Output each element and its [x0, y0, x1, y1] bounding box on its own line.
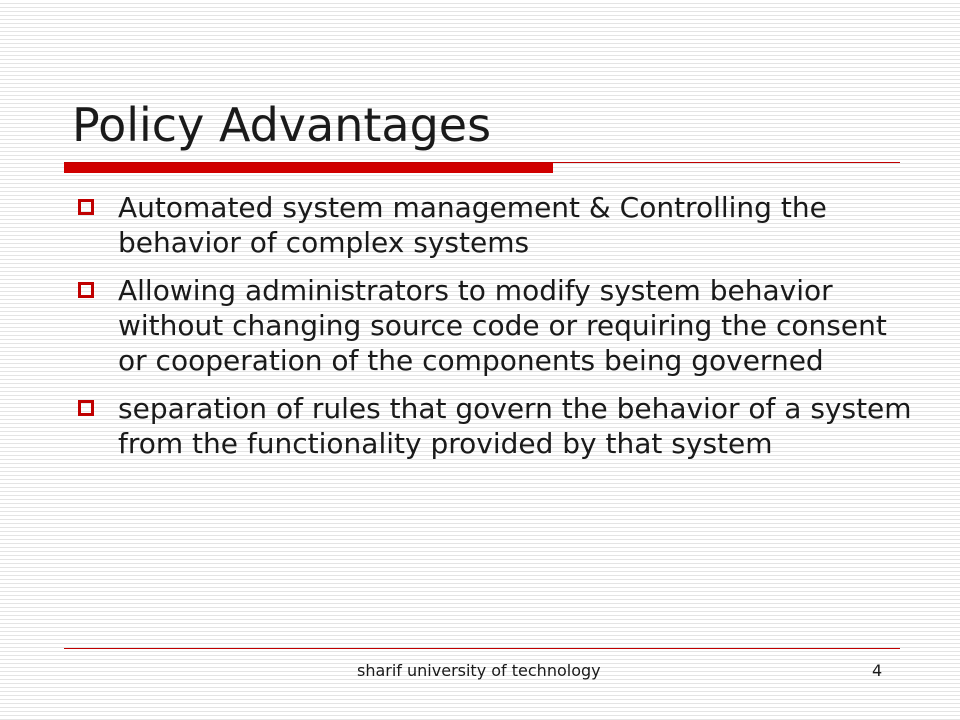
bullet-item — [76, 391, 916, 461]
bullet-text: Automated system management & Controlling the behavior of complex systems — [118, 191, 827, 259]
bullet-item — [76, 190, 916, 260]
hollow-square-icon — [78, 199, 94, 215]
slide-title: Policy Advantages — [72, 98, 492, 152]
footer-divider — [64, 648, 900, 649]
bullet-text: Allowing administrators to modify system behavior without changing source code or requiring the consent or cooperation of the components being governed — [118, 274, 887, 377]
bullet-item — [76, 273, 916, 378]
hollow-square-icon — [78, 282, 94, 298]
bullet-text: separation of rules that govern the behavior of a system from the functionality provided by that system — [118, 392, 912, 460]
bullet-list — [76, 190, 916, 474]
footer-text: sharif university of technology — [357, 661, 601, 680]
page-number: 4 — [872, 661, 883, 680]
hollow-square-icon — [78, 400, 94, 416]
title-underline-accent — [64, 163, 553, 173]
